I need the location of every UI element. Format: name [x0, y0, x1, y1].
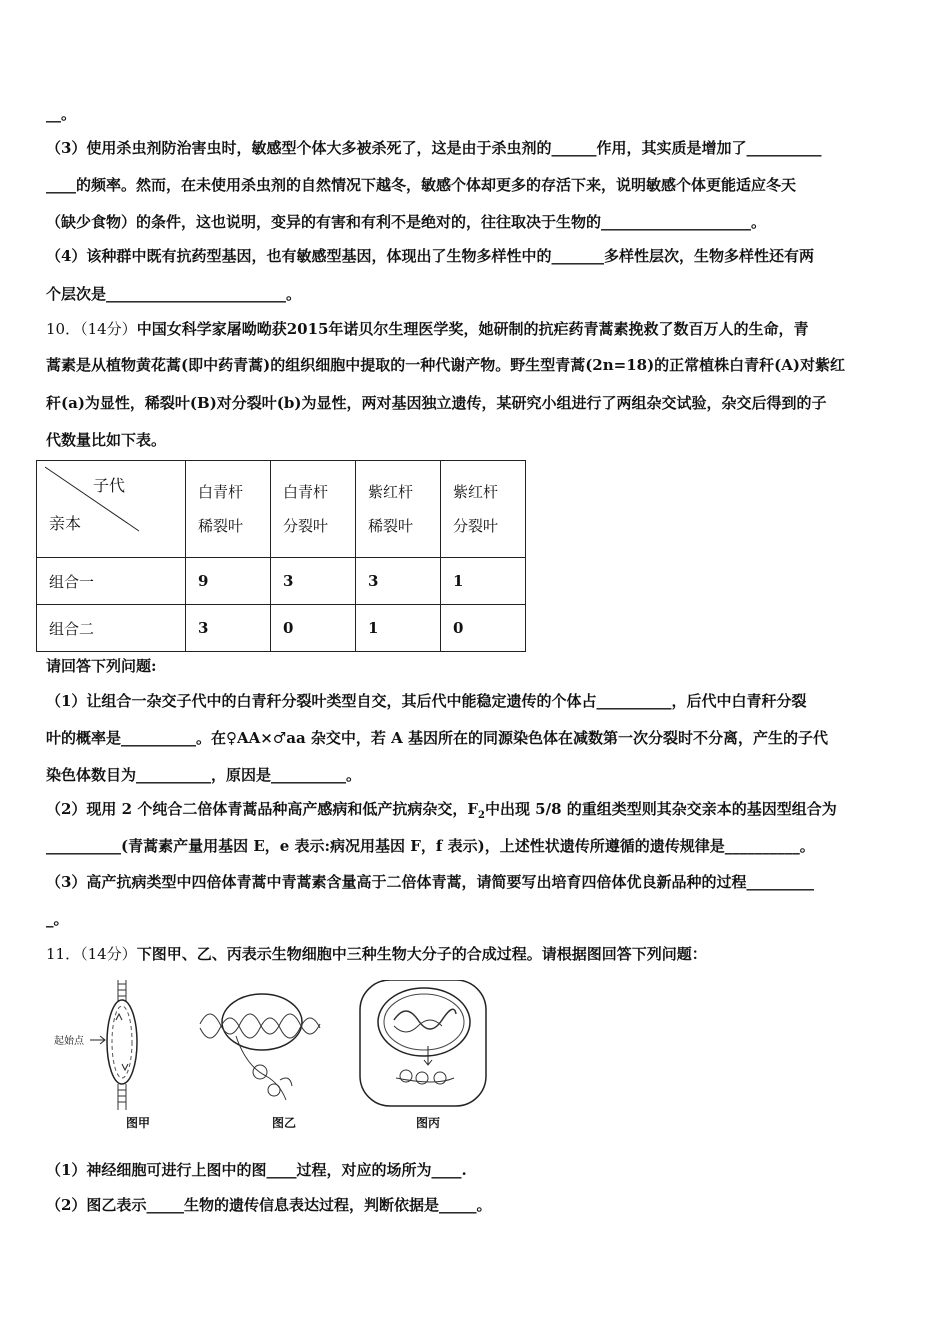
cross-results-table: [36, 460, 526, 652]
table-header-cell: [441, 461, 526, 558]
question-11-number: 11．（14分）: [46, 945, 137, 963]
text-line: （4）该种群中既有抗药型基因，也有敏感型基因，体现出了生物多样性中的_______多样性层次，生物多样性还有两: [46, 247, 814, 265]
dna-replication-diagram: [50, 980, 190, 1130]
eukaryotic-cell-diagram: [356, 980, 496, 1130]
text-line: ____的频率。然而，在未使用杀虫剂的自然情况下越冬，敏感个体却更多的存活下来，说明敏感个体更能适应冬天: [46, 176, 797, 194]
text-line: __________(青蒿素产量用基因 E，e 表示:病况用基因 F，f 表示)，上述性状遗传所遵循的遗传规律是__________。: [46, 837, 815, 855]
text-line: （3）高产抗病类型中四倍体青蒿中青蒿素含量高于二倍体青蒿，请简要写出培育四倍体优良新品种的过程_________: [46, 873, 814, 891]
diagonal-header-cell: [37, 461, 186, 558]
table-header-cell: [271, 461, 356, 558]
text-line: （3）使用杀虫剂防治害虫时，敏感型个体大多被杀死了，这是由于杀虫剂的______作用，其实质是增加了__________: [46, 139, 822, 157]
table-row: [37, 558, 526, 605]
text-line: _。: [46, 910, 69, 928]
row-label: 组合二: [37, 605, 186, 652]
figure-caption: 图丙: [416, 1116, 441, 1130]
question-10-line: [46, 319, 906, 339]
text-line: （1）神经细胞可进行上图中的图____过程，对应的场所为____.: [46, 1161, 467, 1179]
text-span: 中出现 5/8 的重组类型则其杂交亲本的基因型组合为: [484, 800, 837, 818]
table-cell: 3: [271, 558, 356, 605]
header-line: 稀裂叶: [368, 517, 414, 535]
header-line: 紫红杆: [453, 483, 499, 501]
table-cell: 1: [356, 605, 441, 652]
text-line: 代数量比如下表。: [46, 431, 167, 449]
text-span: 下图甲、乙、丙表示生物细胞中三种生物大分子的合成过程。请根据图回答下列问题：: [136, 945, 707, 963]
header-line: 紫红杆: [368, 483, 414, 501]
text-line: __。: [46, 105, 77, 123]
figure-jia: [50, 980, 190, 1130]
text-line: （缺少食物）的条件，这也说明，变异的有害和有利不是绝对的，往往取决于生物的____________________。: [46, 213, 767, 231]
row-label: 组合一: [37, 558, 186, 605]
header-offspring: 子代: [93, 476, 126, 495]
text-line: 请回答下列问题:: [46, 657, 157, 675]
header-parent: 亲本: [49, 514, 82, 533]
origin-label: 起始点: [54, 1036, 84, 1047]
text-line: （2）图乙表示_____生物的遗传信息表达过程，判断依据是_____。: [46, 1196, 492, 1214]
figure-bing: [356, 980, 496, 1130]
text-line: 染色体数目为__________，原因是__________。: [46, 766, 362, 784]
subscript: 2: [477, 810, 485, 821]
header-line: 白青杆: [283, 483, 329, 501]
header-line: 分裂叶: [453, 517, 499, 535]
question-10-number: 10．（14分）: [46, 320, 137, 338]
text-line: 秆(a)为显性，稀裂叶(B)对分裂叶(b)为显性，两对基因独立遗传，某研究小组进行了两组杂交试验，杂交后得到的子: [46, 394, 827, 412]
header-line: 分裂叶: [283, 517, 329, 535]
text-line: 个层次是________________________。: [46, 285, 302, 303]
table-cell: 0: [271, 605, 356, 652]
text-line: （1）让组合一杂交子代中的白青秆分裂叶类型自交，其后代中能稳定遗传的个体占__________，后代中白青秆分裂: [46, 692, 807, 710]
question-11-line: [46, 944, 906, 964]
table-header-row: [37, 461, 526, 558]
table-row: [37, 605, 526, 652]
table-header-cell: [356, 461, 441, 558]
header-line: 稀裂叶: [198, 517, 244, 535]
figure-caption: 图乙: [272, 1116, 297, 1130]
table-cell: 3: [186, 605, 271, 652]
transcription-translation-diagram: [196, 980, 336, 1130]
table-cell: 9: [186, 558, 271, 605]
header-line: 白青杆: [198, 483, 244, 501]
figure-caption: 图甲: [126, 1116, 151, 1130]
text-span: 中国女科学家屠呦呦获2015年诺贝尔生理医学奖，她研制的抗疟药青蒿素挽救了数百万人的生命，青: [136, 320, 809, 338]
table-cell: 1: [441, 558, 526, 605]
text-line: 蒿素是从植物黄花蒿(即中药青蒿)的组织细胞中提取的一种代谢产物。野生型青蒿(2n=18)的正常植株白青秆(A)对紫红: [46, 356, 846, 374]
table-cell: 0: [441, 605, 526, 652]
text-line: 叶的概率是__________。在♀AA×♂aa 杂交中，若 A 基因所在的同源染色体在减数第一次分裂时不分离，产生的子代: [46, 729, 829, 747]
table-cell: 3: [356, 558, 441, 605]
figure-yi: [196, 980, 336, 1130]
text-span: （2）现用 2 个纯合二倍体青蒿品种高产感病和低产抗病杂交，F: [46, 800, 478, 818]
table-header-cell: [186, 461, 271, 558]
text-line: [46, 799, 906, 826]
